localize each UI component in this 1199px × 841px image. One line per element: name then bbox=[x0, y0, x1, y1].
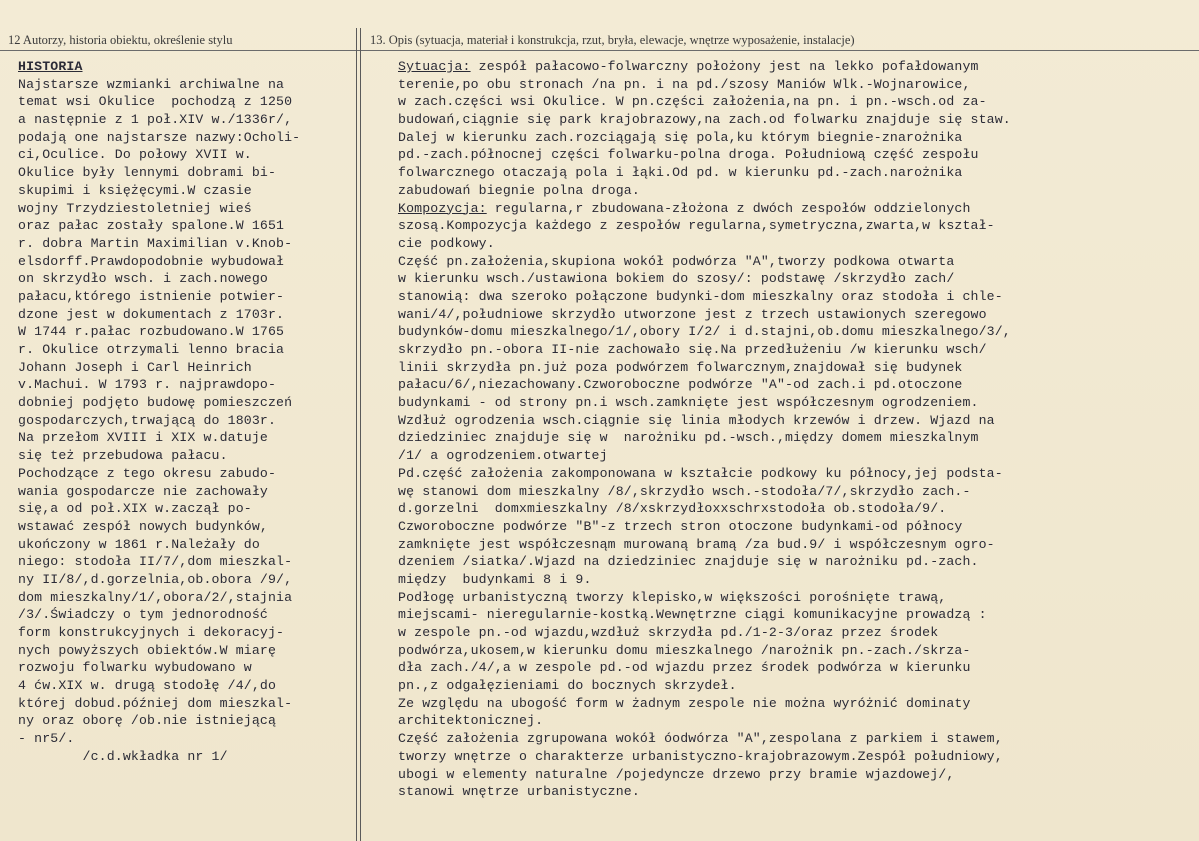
text-line: dzone jest w dokumentach z 1703r. bbox=[18, 306, 285, 322]
text-line: w zach.części wsi Okulice. W pn.części założenia,na pn. i pn.-wsch.od za- bbox=[398, 94, 987, 110]
text-line: budowań,ciągnie się park krajobrazowy,na zach.od folwarku znajduje się staw. bbox=[398, 112, 1011, 128]
text-line: /1/ a ogrodzeniem.otwartej bbox=[398, 448, 608, 464]
text-line: r. dobra Martin Maximilian v.Knob- bbox=[18, 235, 293, 251]
text-line: Pochodzące z tego okresu zabudo- bbox=[18, 465, 277, 481]
text-line: oraz pałac zostały spalone.W 1651 bbox=[18, 218, 285, 234]
history-heading: HISTORIA bbox=[18, 59, 83, 74]
right-column-header: 13. Opis (sytuacja, materiał i konstrukcja, rzut, bryła, elewacje, wnętrze wyposażenie, instalacje) bbox=[370, 33, 855, 47]
text-line: elsdorff.Prawdopodobnie wybudował bbox=[18, 253, 285, 269]
text-line: pd.-zach.północnej części folwarku-polna droga. Południową część zespołu bbox=[398, 147, 979, 163]
text-line: stanowią: dwa szeroko połączone budynki-dom mieszkalny oraz stodoła i chle- bbox=[398, 288, 1003, 304]
text-line: Johann Joseph i Carl Heinrich bbox=[18, 359, 252, 375]
situation-text bbox=[398, 76, 1183, 200]
text-line: wani/4/,południowe skrzydło utworzone jest z trzech ustawionych szeregowo bbox=[398, 306, 987, 322]
text-line: terenie,po obu stronach /na pn. i na pd./szosy Maniów Wlk.-Wojnarowice, bbox=[398, 76, 971, 92]
left-column-header: 12 Autorzy, historia obiektu, określenie stylu bbox=[8, 33, 233, 47]
text-line: wania gospodarcze nie zachowały bbox=[18, 483, 268, 499]
text-line: skrzydło pn.-obora II-nie zachowało się.Na przedłużeniu /w kierunku wsch/ bbox=[398, 342, 987, 357]
text-line: w zespole pn.-od wjazdu,wzdłuż skrzydła pd./1-2-3/oraz przez środek bbox=[398, 625, 939, 640]
text-line: /c.d.wkładka nr 1/ bbox=[18, 748, 228, 764]
text-line: Najstarsze wzmianki archiwalne na bbox=[18, 76, 285, 92]
text-line: budynków-domu mieszkalnego/1/,obory I/2/ i d.stajni,ob.domu mieszkalnego/3/, bbox=[398, 324, 1011, 340]
text-line: Czworoboczne podwórze "B"-z trzech stron otoczone budynkami-od północy bbox=[398, 518, 963, 534]
text-line: między budynkami 8 i 9. bbox=[398, 571, 592, 587]
text-line: Okulice były lennymi dobrami bi- bbox=[18, 165, 277, 181]
text-line: niego: stodoła II/7/,dom mieszkal- bbox=[18, 554, 293, 570]
description-column bbox=[398, 58, 1183, 801]
text-line: dzeniem /siatka/.Wjazd na dziedziniec znajduje się w narożniku pd.-zach. bbox=[398, 554, 979, 570]
text-line: Część założenia zgrupowana wokół óodwórza "A",zespolana z parkiem i stawem, bbox=[398, 731, 1003, 747]
text-line: Część pn.założenia,skupiona wokół podwórza "A",tworzy podkowa otwarta bbox=[398, 253, 955, 269]
text-line: Podłogę urbanistyczną tworzy klepisko,w większości porośnięte trawą, bbox=[398, 589, 947, 605]
text-line: Wzdłuż ogrodzenia wsch.ciągnie się linia młodych krzewów i drzew. Wjazd na bbox=[398, 412, 995, 428]
text-line: dom mieszkalny/1/,obora/2/,stajnia bbox=[18, 589, 293, 605]
text-line: skupimi i księżęcymi.W czasie bbox=[18, 182, 252, 198]
text-line: się,a od poł.XIX w.zaczął po- bbox=[18, 501, 252, 517]
text-line: wstawać zespół nowych budynków, bbox=[18, 518, 268, 534]
text-line: Na przełom XVIII i XIX w.datuje bbox=[18, 430, 268, 446]
composition-label: Kompozycja: bbox=[398, 200, 487, 216]
text-line: a następnie z 1 poł.XIV w./1336r/, bbox=[18, 112, 293, 128]
text-line: miejscami- nieregularnie-kostką.Wewnętrzne ciągi komunikacyjne prowadzą : bbox=[398, 607, 987, 623]
situation-label: Sytuacja: bbox=[398, 59, 471, 74]
text-line: rozwoju folwarku wybudowano w bbox=[18, 660, 252, 676]
text-line: temat wsi Okulice pochodzą z 1250 bbox=[18, 94, 293, 110]
history-column bbox=[18, 58, 368, 766]
text-line: dła zach./4/,a w zespole pd.-od wjazdu przez środek podwórza w kierunku bbox=[398, 660, 971, 676]
text-line: dziedziniec znajduje się w narożniku pd.-wsch.,między domem mieszkalnym bbox=[398, 430, 979, 446]
text-line: cie podkowy. bbox=[398, 235, 495, 251]
text-line: nych powyższych obiektów.W miarę bbox=[18, 642, 277, 658]
text-line: zabudowań biegnie polna droga. bbox=[398, 182, 640, 198]
text-line: Dalej w kierunku zach.rozciągają się pola,ku którym biegnie-znarożnika bbox=[398, 129, 963, 145]
situation-line bbox=[398, 58, 1183, 76]
text-line: ubogi w elementy naturalne /pojedyncze drzewo przy bramie wjazdowej/, bbox=[398, 766, 955, 782]
text-line: ny II/8/,d.gorzelnia,ob.obora /9/, bbox=[18, 571, 293, 587]
text-line: ny oraz oborę /ob.nie istniejącą bbox=[18, 713, 277, 729]
description-line: regularna,r zbudowana-złożona z dwóch zespołów oddzielonych bbox=[486, 200, 971, 216]
text-line: 4 ćw.XIX w. drugą stodołę /4/,do bbox=[18, 678, 277, 694]
history-text bbox=[18, 76, 368, 766]
text-line: on skrzydło wsch. i zach.nowego bbox=[18, 271, 268, 287]
text-line: pałacu,którego istnienie potwier- bbox=[18, 288, 285, 304]
text-line: w kierunku wsch./ustawiona bokiem do szosy/: podstawę /skrzydło zach/ bbox=[398, 271, 955, 287]
text-line: Ze względu na ubogość form w żadnym zespole nie można wyróżnić dominaty bbox=[398, 695, 971, 711]
text-line: - nr5/. bbox=[18, 731, 75, 747]
text-line: budynkami - od strony pn.i wsch.zamknięte jest współczesnym ogrodzeniem. bbox=[398, 395, 979, 411]
description-line: zespół pałacowo-folwarczny położony jest na lekko pofałdowanym bbox=[470, 59, 979, 74]
text-line: wę stanowi dom mieszkalny /8/,skrzydło wsch.-stodoła/7/,skrzydło zach.- bbox=[398, 483, 971, 499]
text-line: stanowi wnętrze urbanistyczne. bbox=[398, 784, 640, 800]
text-line: /3/.Świadczy o tym jednorodność bbox=[18, 607, 268, 623]
text-line: architektonicznej. bbox=[398, 713, 544, 729]
text-line: d.gorzelni domxmieszkalny /8/xskrzydłoxxschrxstodoła ob.stodoła/9/. bbox=[398, 501, 947, 517]
text-line: podają one najstarsze nazwy:Ocholi- bbox=[18, 129, 301, 145]
text-line: tworzy wnętrze o charakterze urbanistyczno-krajobrazowym.Zespół południowy, bbox=[398, 748, 1003, 764]
text-line: wojny Trzydziestoletniej wieś bbox=[18, 200, 252, 216]
text-line: zamknięte jest współczesnąm murowaną bramą /za bud.9/ i współczesnym ogro- bbox=[398, 536, 995, 552]
text-line: ukończony w 1861 r.Należały do bbox=[18, 536, 260, 552]
text-line: pałacu/6/,niezachowany.Czworoboczne podwórze "A"-od zach.i pd.otoczone bbox=[398, 377, 963, 393]
text-line: gospodarczych,trwającą do 1803r. bbox=[18, 412, 277, 428]
text-line: v.Machui. W 1793 r. najprawdopo- bbox=[18, 377, 277, 393]
text-line: dobniej podjęto budowę pomieszczeń bbox=[18, 395, 293, 411]
text-line: się też przebudowa pałacu. bbox=[18, 448, 228, 464]
text-line: szosą.Kompozycja każdego z zespołów regularna,symetryczna,zwarta,w kształ- bbox=[398, 218, 995, 234]
header-rule bbox=[0, 50, 1199, 51]
text-line: której dobud.później dom mieszkal- bbox=[18, 695, 293, 711]
composition-text bbox=[398, 217, 1183, 801]
text-line: linii skrzydła pn.już poza podwórzem folwarcznym,znajdował się budynek bbox=[398, 359, 963, 375]
text-line: Pd.część założenia zakomponowana w kształcie podkowy ku północy,jej podsta- bbox=[398, 465, 1003, 481]
text-line: W 1744 r.pałac rozbudowano.W 1765 bbox=[18, 324, 285, 340]
text-line: pn.,z odgałęzieniami do bocznych skrzydeł. bbox=[398, 678, 737, 694]
composition-line bbox=[398, 200, 1183, 218]
text-line: ci,Oculice. Do połowy XVII w. bbox=[18, 147, 252, 163]
text-line: podwórza,ukosem,w kierunku domu mieszkalnego /narożnik pn.-zach./skrza- bbox=[398, 642, 971, 658]
text-line: r. Okulice otrzymali lenno bracia bbox=[18, 342, 285, 357]
text-line: form konstrukcyjnych i dekoracyj- bbox=[18, 625, 285, 640]
text-line: folwarcznego otaczają pola i łąki.Od pd. w kierunku pd.-zach.narożnika bbox=[398, 165, 963, 181]
